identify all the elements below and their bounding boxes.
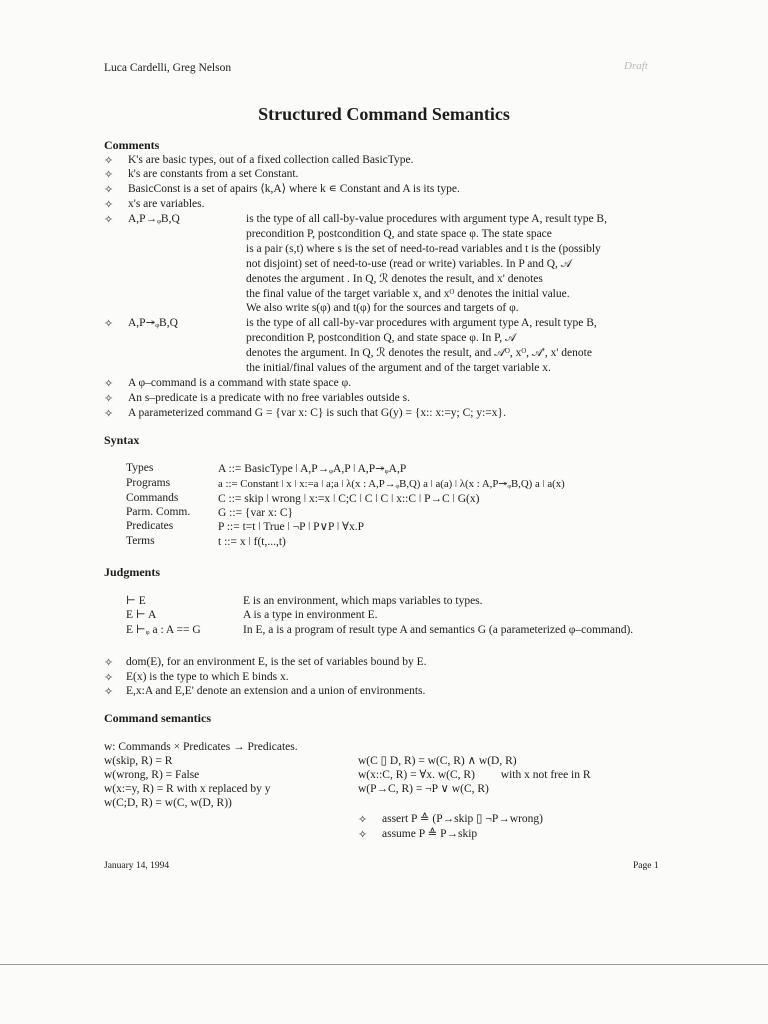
syntax-name: Programs: [126, 477, 171, 489]
judgment-note: E(x) is the type to which E binds x.: [126, 671, 289, 683]
syntax-rule: A ::= BasicType ǀ A,P→ᵩA,P ǀ A,P↠ᵩA,P: [218, 463, 407, 475]
bullet-icon: ✧: [104, 393, 114, 405]
syntax-rule: C ::= skip ǀ wrong ǀ x:=x ǀ C;C ǀ C ǀ C ǀ x::C ǀ P→C ǀ G(x): [218, 493, 480, 505]
semantics-equation: w(C ▯ D, R) = w(C, R) ∧ w(D, R): [358, 755, 517, 767]
bullet-icon: ✧: [358, 814, 368, 826]
syntax-rule: t ::= x ǀ f(t,...,t): [218, 536, 286, 548]
comment-item: An s–predicate is a predicate with no free variables outside s.: [128, 392, 410, 404]
comment-item: A φ–command is a command with state space φ.: [128, 377, 352, 389]
proc-var-line: denotes the argument. In Q, ℛ denotes the result, and 𝒜ᴼ, xᴼ, 𝒜', x' denote: [246, 347, 592, 359]
proc-var-line: the initial/final values of the argument and of the target variable x.: [246, 362, 551, 374]
command-semantics-heading: Command semantics: [104, 711, 211, 725]
comments-heading: Comments: [104, 138, 160, 152]
scan-edge-line: [0, 964, 768, 965]
bullet-icon: ✧: [104, 657, 114, 669]
bullet-icon: ✧: [104, 214, 114, 226]
comment-item: A parameterized command G = {var x: C} is such that G(y) = {x:: x:=y; C; y:=x}.: [128, 407, 506, 419]
bullet-icon: ✧: [358, 829, 368, 841]
syntax-rule: G ::= {var x: C}: [218, 507, 294, 519]
syntax-rule: a ::= Constant ǀ x ǀ x:=a ǀ a;a ǀ λ(x : A,P→ᵩB,Q) a ǀ a(a) ǀ λ(x : A,P↠ᵩB,Q) a ǀ a(x): [218, 478, 565, 490]
syntax-name: Commands: [126, 492, 179, 504]
header-authors: Luca Cardelli, Greg Nelson: [104, 62, 232, 74]
judgment-desc: E is an environment, which maps variables to types.: [243, 595, 483, 607]
proc-val-line: not disjoint) set of need-to-use (read or write) variables. In P and Q, 𝒜: [246, 258, 572, 270]
proc-val-line: the final value of the target variable x, and xᴼ denotes the initial value.: [246, 288, 570, 300]
syntax-name: Types: [126, 462, 154, 474]
draft-stamp: Draft: [624, 60, 648, 72]
proc-val-line: is the type of all call-by-value procedures with argument type A, result type B,: [246, 213, 607, 225]
comment-item: x's are variables.: [128, 198, 205, 210]
proc-var-line: precondition P, postcondition Q, and state space φ. In P, 𝒜: [246, 332, 516, 344]
proc-var-label: A,P↠ᵩB,Q: [128, 317, 178, 329]
semantics-definition: assert P ≙ (P→skip ▯ ¬P→wrong): [382, 813, 543, 825]
bullet-icon: ✧: [104, 686, 114, 698]
footer-date: January 14, 1994: [104, 861, 170, 871]
semantics-equation: w(C;D, R) = w(C, w(D, R)): [104, 797, 232, 809]
proc-val-line: is a pair (s,t) where s is the set of need-to-read variables and t is the (possibly: [246, 243, 601, 255]
bullet-icon: ✧: [104, 672, 114, 684]
judgment-note: E,x:A and E,E' denote an extension and a union of environments.: [126, 685, 426, 697]
judgment-form: E ⊢ A: [126, 609, 157, 621]
judgment-note: dom(E), for an environment E, is the set of variables bound by E.: [126, 656, 427, 668]
bullet-icon: ✧: [104, 199, 114, 211]
bullet-icon: ✧: [104, 169, 114, 181]
judgment-form: E ⊢ᵩ a : A == G: [126, 624, 201, 636]
proc-var-line: is the type of all call-by-var procedures with argument type A, result type B,: [246, 317, 597, 329]
bullet-icon: ✧: [104, 408, 114, 420]
bullet-icon: ✧: [104, 378, 114, 390]
semantics-equation: w(skip, R) = R: [104, 755, 173, 767]
proc-val-line: precondition P, postcondition Q, and state space φ. The state space: [246, 228, 552, 240]
semantics-equation: w(x:=y, R) = R with x replaced by y: [104, 783, 271, 795]
comment-item: BasicConst is a set of apairs ⟨k,A⟩ where k ∊ Constant and A is its type.: [128, 183, 460, 195]
bullet-icon: ✧: [104, 184, 114, 196]
syntax-heading: Syntax: [104, 433, 140, 447]
semantics-equation: w: Commands × Predicates → Predicates.: [104, 741, 298, 753]
footer-page-number: Page 1: [633, 861, 659, 871]
semantics-equation: w(wrong, R) = False: [104, 769, 200, 781]
syntax-rule: P ::= t=t ǀ True ǀ ¬P ǀ P∨P ǀ ∀x.P: [218, 521, 364, 533]
judgment-desc: A is a type in environment E.: [243, 609, 378, 621]
judgments-heading: Judgments: [104, 565, 161, 579]
semantics-definition: assume P ≙ P→skip: [382, 828, 478, 840]
judgment-desc: In E, a is a program of result type A and semantics G (a parameterized φ–command).: [243, 624, 634, 636]
judgment-form: ⊢ E: [126, 595, 146, 607]
proc-val-label: A,P→ᵩB,Q: [128, 213, 180, 225]
semantics-equation: w(x::C, R) = ∀x. w(C, R) with x not free in R: [358, 769, 591, 781]
proc-val-line: We also write s(φ) and t(φ) for the sources and targets of φ.: [246, 302, 519, 314]
semantics-equation: w(P→C, R) = ¬P ∨ w(C, R): [358, 783, 489, 795]
comment-item: k's are constants from a set Constant.: [128, 168, 299, 180]
comment-item: K's are basic types, out of a fixed collection called BasicType.: [128, 154, 414, 166]
page-title: Structured Command Semantics: [258, 104, 510, 124]
bullet-icon: ✧: [104, 318, 114, 330]
proc-val-line: denotes the argument . In Q, ℛ denotes the result, and x' denotes: [246, 273, 543, 285]
syntax-name: Terms: [126, 535, 155, 547]
syntax-name: Parm. Comm.: [126, 506, 191, 518]
syntax-name: Predicates: [126, 520, 174, 532]
bullet-icon: ✧: [104, 155, 114, 167]
